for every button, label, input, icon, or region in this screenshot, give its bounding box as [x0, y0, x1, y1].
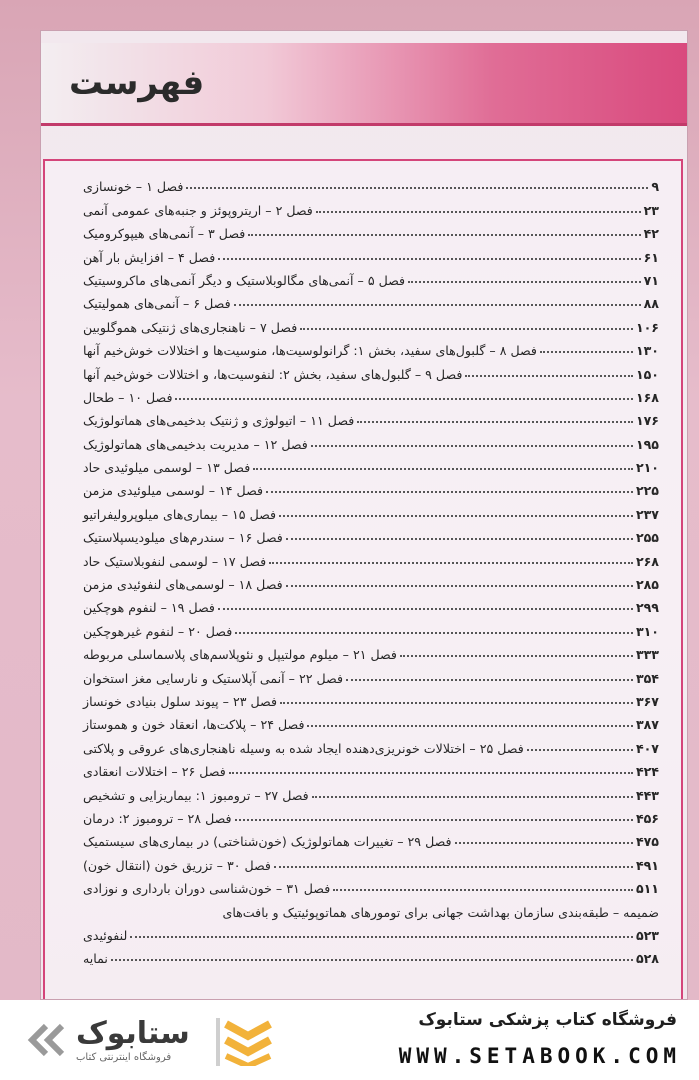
dot-leader: [527, 749, 633, 751]
toc-entry-title: فصل ۲۹ – تغییرات هماتولوژیک (خون‌شناختی) در بیماری‌های سیستمیک: [83, 834, 452, 850]
toc-row[interactable]: [83, 265, 659, 288]
dot-leader: [312, 796, 633, 798]
toc-page-number: ۴۰۷: [635, 740, 659, 756]
toc-row[interactable]: [83, 218, 659, 241]
book-chevron-logo-icon: [216, 1018, 276, 1066]
toc-row[interactable]: [83, 592, 659, 615]
toc-entry-title: ضمیمه – طبقه‌بندی سازمان بهداشت جهانی برای تومورهای هماتوپوئیتیک و بافت‌های: [222, 904, 659, 920]
double-chevron-icon: [26, 1020, 68, 1060]
toc-entry-title: فصل ۲۳ – پیوند سلول بنیادی خونساز: [83, 693, 277, 709]
toc-entry-title: فصل ۱ – خونسازی: [83, 179, 184, 195]
book-page: [40, 30, 688, 1000]
toc-page-number: ۲۱۰: [635, 460, 659, 476]
toc-row-appendix-cont[interactable]: [83, 920, 659, 943]
toc-row[interactable]: [83, 498, 659, 521]
dot-leader: [279, 515, 633, 517]
dot-leader: [307, 725, 632, 727]
title-band: [41, 43, 687, 126]
toc-row[interactable]: [83, 686, 659, 709]
toc-page-number: ۲۸۵: [635, 577, 659, 593]
toc-entry-title: فصل ۱۷ – لوسمی لنفوبلاستیک حاد: [83, 553, 267, 569]
toc-page-number: ۶۱: [643, 249, 659, 265]
toc-page-number: ۴۲۴: [635, 764, 659, 780]
dot-leader: [346, 679, 633, 681]
dot-leader: [286, 585, 633, 587]
dot-leader: [234, 304, 641, 306]
dot-leader: [274, 866, 633, 868]
toc-row[interactable]: [83, 452, 659, 475]
toc-page-number: ۲۶۸: [635, 553, 659, 569]
toc-row[interactable]: [83, 803, 659, 826]
dot-leader: [408, 281, 641, 283]
toc-box: [43, 159, 683, 999]
toc-entry-title: فصل ۱۸ – لوسمی‌های لنفوئیدی مزمن: [83, 577, 283, 593]
dot-leader: [465, 375, 633, 377]
toc-row[interactable]: [83, 545, 659, 568]
toc-page-number: ۲۳۷: [635, 506, 659, 522]
dot-leader: [286, 538, 633, 540]
toc-row[interactable]: [83, 428, 659, 451]
toc-row[interactable]: [83, 569, 659, 592]
dot-leader: [280, 702, 633, 704]
dot-leader: [248, 234, 640, 236]
dot-leader: [400, 655, 633, 657]
dot-leader: [357, 421, 633, 423]
toc-entry-title: فصل ۷ – ناهنجاری‌های ژنتیکی هموگلوبین: [83, 319, 298, 335]
toc-row-appendix[interactable]: [83, 896, 659, 919]
toc-row[interactable]: [83, 382, 659, 405]
toc-page-number: ۲۲۵: [635, 483, 659, 499]
dot-leader: [266, 491, 633, 493]
toc-entry-title: لنفوئیدی: [83, 927, 128, 943]
toc-entry-title: فصل ۲۴ – پلاکت‌ها، انعقاد خون و هموستاز: [83, 717, 305, 733]
toc-row[interactable]: [83, 358, 659, 381]
toc-page-number: ۷۱: [643, 272, 659, 288]
toc-page-number: ۱۰۶: [635, 319, 659, 335]
toc-page-number: ۱۶۸: [635, 389, 659, 405]
toc-row[interactable]: [83, 662, 659, 685]
dot-leader: [540, 351, 633, 353]
toc-entry-title: فصل ۳ – آنمی‌های هیپوکرومیک: [83, 226, 246, 242]
toc-page-number: ۱۳۰: [635, 343, 659, 359]
dot-leader: [269, 562, 633, 564]
toc-page-number: ۲۳: [643, 202, 659, 218]
dot-leader: [111, 959, 633, 961]
toc-page-number: ۱۷۶: [635, 413, 659, 429]
dot-leader: [333, 889, 633, 891]
toc-entry-title: فصل ۲ – اریتروپوئز و جنبه‌های عمومی آنمی: [83, 202, 313, 218]
dot-leader: [130, 936, 633, 938]
toc-entry-title: فصل ۴ – افزایش بار آهن: [83, 249, 216, 265]
toc-row[interactable]: [83, 779, 659, 802]
toc-row[interactable]: [83, 639, 659, 662]
toc-row[interactable]: [83, 171, 659, 194]
dot-leader: [218, 258, 640, 260]
toc-row[interactable]: [83, 849, 659, 872]
toc-entry-title: فصل ۳۱ – خون‌شناسی دوران بارداری و نوزادی: [83, 881, 331, 897]
toc-entry-title: فصل ۱۵ – بیماری‌های میلوپرولیفراتیو: [83, 506, 277, 522]
toc-entry-title: فصل ۱۹ – لنفوم هوچکین: [83, 600, 215, 616]
toc-entry-title: نمایه: [83, 951, 108, 967]
toc-entry-title: فصل ۲۲ – آنمی آپلاستیک و نارسایی مغز استخوان: [83, 670, 343, 686]
toc-page-number: ۲۵۵: [635, 530, 659, 546]
toc-row[interactable]: [83, 522, 659, 545]
footer-banner: [0, 1000, 699, 1080]
website-link[interactable]: WWW.SETABOOK.COM: [398, 1044, 681, 1068]
toc-entry-title: فصل ۲۶ – اختلالات انعقادی: [83, 764, 226, 780]
dot-leader: [316, 211, 641, 213]
toc-page-number: ۵۱۱: [635, 881, 659, 897]
toc-row[interactable]: [83, 732, 659, 755]
toc-entry-title: فصل ۱۱ – اتیولوژی و ژنتیک بدخیمی‌های هماتولوژیک: [83, 413, 355, 429]
toc-entry-title: فصل ۱۰ – طحال: [83, 389, 173, 405]
toc-row[interactable]: [83, 826, 659, 849]
toc-row-index[interactable]: [83, 943, 659, 966]
toc-entry-title: فصل ۲۵ – اختلالات خونریزی‌دهنده ایجاد شده به وسیله ناهنجاری‌های عروقی و پلاکتی: [83, 740, 524, 756]
dot-leader: [455, 842, 633, 844]
toc-row[interactable]: [83, 756, 659, 779]
toc-page-number: ۹: [651, 179, 659, 195]
toc-page-number: ۴۹۱: [635, 857, 659, 873]
toc-entry-title: فصل ۲۷ – ترومبوز ۱: بیماریزایی و تشخیص: [83, 787, 309, 803]
dot-leader: [235, 632, 633, 634]
toc-page-number: ۴۲: [643, 226, 659, 242]
toc-page-number: ۲۹۹: [635, 600, 659, 616]
dot-leader: [235, 819, 633, 821]
toc-entry-title: فصل ۲۰ – لنفوم غیرهوچکین: [83, 623, 233, 639]
toc-page-number: ۳۵۴: [635, 670, 659, 686]
toc-page-number: ۱۹۵: [635, 436, 659, 452]
toc-page-number: ۵۲۳: [635, 927, 659, 943]
toc-page-number: ۳۱۰: [635, 623, 659, 639]
toc-page-number: ۴۵۶: [635, 810, 659, 826]
toc-entry-title: فصل ۳۰ – تزریق خون (انتقال خون): [83, 857, 271, 873]
toc-row[interactable]: [83, 615, 659, 638]
dot-leader: [253, 468, 633, 470]
toc-entry-title: فصل ۲۸ – ترومبوز ۲: درمان: [83, 810, 232, 826]
toc-row[interactable]: [83, 709, 659, 732]
logo-wordmark: ستابوک: [76, 1016, 190, 1051]
toc-page-number: ۳۶۷: [635, 693, 659, 709]
toc-entry-title: فصل ۸ – گلبول‌های سفید، بخش ۱: گرانولوسیت‌ها، منوسیت‌ها و اختلالات خوش‌خیم آنها: [83, 343, 537, 359]
toc-entry-title: فصل ۱۳ – لوسمی میلوئیدی حاد: [83, 460, 251, 476]
store-name: فروشگاه کتاب پزشکی ستابوک: [418, 1010, 677, 1030]
toc-page-number: ۳۳۳: [635, 647, 659, 663]
toc-entry-title: فصل ۱۴ – لوسمی میلوئیدی مزمن: [83, 483, 264, 499]
dot-leader: [218, 608, 633, 610]
toc-entry-title: فصل ۹ – گلبول‌های سفید، بخش ۲: لنفوسیت‌ها، و اختلالات خوش‌خیم آنها: [83, 366, 463, 382]
dot-leader: [311, 445, 633, 447]
table-of-contents: [83, 171, 659, 966]
toc-entry-title: فصل ۲۱ – میلوم مولتیپل و نئوپلاسم‌های پلاسماسلی مربوطه: [83, 647, 397, 663]
dot-leader: [300, 328, 633, 330]
dot-leader: [175, 398, 632, 400]
toc-row[interactable]: [83, 405, 659, 428]
toc-entry-title: فصل ۱۲ – مدیریت بدخیمی‌های هماتولوژیک: [83, 436, 308, 452]
toc-entry-title: فصل ۶ – آنمی‌های همولیتیک: [83, 296, 231, 312]
toc-page-number: ۵۲۸: [635, 951, 659, 967]
dot-leader: [186, 187, 648, 189]
page-title: فهرست: [69, 63, 205, 103]
toc-row[interactable]: [83, 335, 659, 358]
toc-row[interactable]: [83, 873, 659, 896]
toc-page-number: ۸۸: [643, 296, 659, 312]
toc-row[interactable]: [83, 241, 659, 264]
toc-page-number: ۴۷۵: [635, 834, 659, 850]
toc-entry-title: فصل ۵ – آنمی‌های مگالوبلاستیک و دیگر آنمی‌های ماکروسیتیک: [83, 272, 406, 288]
toc-row[interactable]: [83, 194, 659, 217]
toc-row[interactable]: [83, 311, 659, 334]
logo-subtitle: فروشگاه اینترنتی کتاب: [76, 1052, 172, 1063]
toc-row[interactable]: [83, 475, 659, 498]
toc-page-number: ۴۴۳: [635, 787, 659, 803]
setabook-logo[interactable]: [26, 1014, 276, 1070]
toc-page-number: ۱۵۰: [635, 366, 659, 382]
toc-entry-title: فصل ۱۶ – سندرم‌های میلودیسپلاستیک: [83, 530, 283, 546]
toc-row[interactable]: [83, 288, 659, 311]
dot-leader: [229, 772, 633, 774]
toc-page-number: ۳۸۷: [635, 717, 659, 733]
